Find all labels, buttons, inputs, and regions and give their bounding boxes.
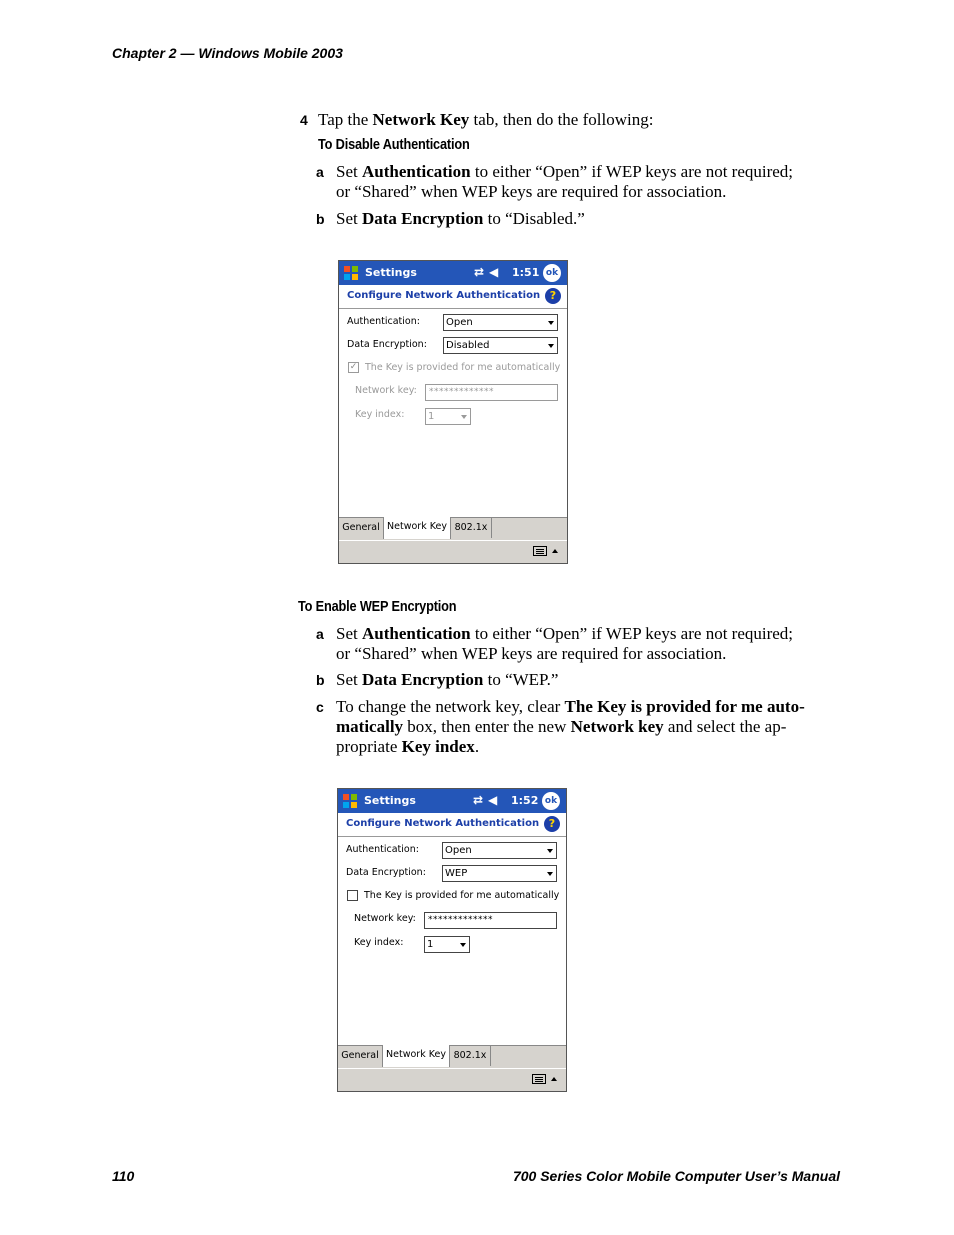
enable-item-a-letter: a: [316, 626, 324, 642]
tab-strip: [338, 1045, 566, 1068]
auto-key-label: The Key is provided for me automatically: [365, 362, 561, 373]
screenshot-enable-wep: [337, 788, 567, 1092]
app-title: Settings: [365, 266, 417, 279]
divider: [338, 836, 566, 837]
app-title: Settings: [364, 794, 416, 807]
data-encryption-dropdown[interactable]: WEP: [442, 865, 557, 882]
disable-item-a-text: Set Authentication to either “Open” if WEP keys are not required; or “Shared” when WEP keys are required for association.: [336, 162, 794, 201]
title-bar: [338, 789, 566, 813]
tab-network-key[interactable]: Network Key: [383, 517, 451, 539]
windows-start-icon[interactable]: [341, 792, 359, 810]
keyboard-icon[interactable]: [532, 1074, 546, 1084]
enable-wep-heading: To Enable WEP Encryption: [298, 598, 457, 615]
authentication-label: Authentication:: [346, 844, 419, 855]
divider: [339, 308, 567, 309]
network-key-label: Network key:: [355, 385, 417, 396]
title-bar: [339, 261, 567, 285]
tab-general[interactable]: General: [339, 518, 384, 538]
auto-key-checkbox[interactable]: ✓: [349, 362, 358, 372]
step-number: 4: [300, 112, 308, 128]
enable-item-b-letter: b: [316, 672, 325, 688]
ok-button[interactable]: ok: [543, 264, 561, 282]
auto-key-label: The Key is provided for me automatically: [364, 890, 560, 901]
speaker-icon[interactable]: ◀: [489, 265, 499, 279]
tab-network-key[interactable]: Network Key: [382, 1045, 450, 1067]
connectivity-icon[interactable]: ⇄: [473, 793, 484, 807]
dialog-caption: Configure Network Authentication: [346, 818, 540, 829]
network-key-input[interactable]: *************: [425, 384, 558, 401]
tab-strip: [339, 517, 567, 540]
help-icon[interactable]: ?: [544, 816, 560, 832]
data-encryption-dropdown[interactable]: Disabled: [443, 337, 558, 354]
enable-item-c-letter: c: [316, 699, 324, 715]
network-key-input[interactable]: *************: [424, 912, 557, 929]
key-index-dropdown[interactable]: 1: [425, 408, 471, 425]
tab-8021x[interactable]: 802.1x: [450, 1046, 491, 1066]
manual-title: 700 Series Color Mobile Computer User’s Manual: [512, 1168, 840, 1184]
screenshot-disable-auth: [338, 260, 568, 564]
disable-item-a-letter: a: [316, 164, 324, 180]
tab-8021x[interactable]: 802.1x: [451, 518, 492, 538]
tab-general[interactable]: General: [338, 1046, 383, 1066]
key-index-dropdown[interactable]: 1: [424, 936, 470, 953]
data-encryption-label: Data Encryption:: [347, 339, 427, 350]
authentication-dropdown[interactable]: Open: [442, 842, 557, 859]
auto-key-checkbox[interactable]: [347, 890, 358, 901]
key-index-label: Key index:: [355, 409, 405, 420]
enable-item-a-text: Set Authentication to either “Open” if WEP keys are not required; or “Shared” when WEP keys are required for association.: [336, 624, 794, 663]
clock[interactable]: 1:52: [511, 794, 539, 807]
command-bar: [339, 540, 567, 564]
keyboard-icon[interactable]: [533, 546, 547, 556]
clock[interactable]: 1:51: [512, 266, 540, 279]
data-encryption-label: Data Encryption:: [346, 867, 426, 878]
connectivity-icon[interactable]: ⇄: [474, 265, 485, 279]
step-4-text: Tap the Network Key tab, then do the following:: [318, 110, 654, 129]
authentication-label: Authentication:: [347, 316, 420, 327]
speaker-icon[interactable]: ◀: [488, 793, 498, 807]
help-icon[interactable]: ?: [545, 288, 561, 304]
disable-item-b-text: Set Data Encryption to “Disabled.”: [336, 209, 585, 228]
network-key-label: Network key:: [354, 913, 416, 924]
dialog-caption: Configure Network Authentication: [347, 290, 541, 301]
windows-start-icon[interactable]: [342, 264, 360, 282]
disable-item-b-letter: b: [316, 211, 325, 227]
command-bar: [338, 1068, 566, 1092]
key-index-label: Key index:: [354, 937, 404, 948]
enable-item-c-text: To change the network key, clear The Key is provided for me auto- matically box, then enter the new Network key and select the ap- propriate Key index.: [336, 697, 805, 756]
sip-arrow-icon[interactable]: [552, 549, 558, 553]
sip-arrow-icon[interactable]: [551, 1077, 557, 1081]
authentication-dropdown[interactable]: Open: [443, 314, 558, 331]
disable-auth-heading: To Disable Authentication: [318, 136, 470, 153]
running-header: Chapter 2 — Windows Mobile 2003: [112, 45, 343, 61]
page-number: 110: [112, 1168, 135, 1184]
ok-button[interactable]: ok: [542, 792, 560, 810]
enable-item-b-text: Set Data Encryption to “WEP.”: [336, 670, 559, 689]
